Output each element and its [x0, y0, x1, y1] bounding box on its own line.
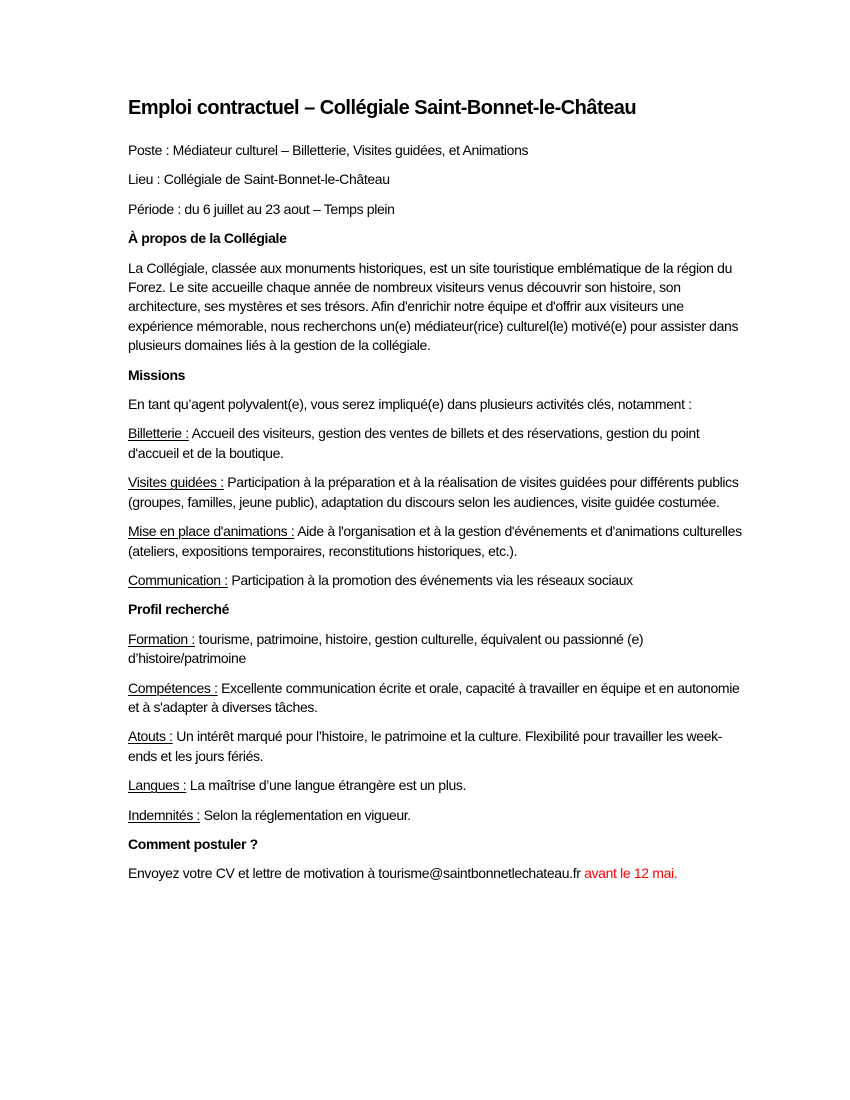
- section-heading-profil: Profil recherché: [128, 601, 229, 618]
- section-heading-postuler: Comment postuler ?: [128, 835, 258, 852]
- mission-item-communication: [128, 571, 745, 590]
- poste-line: Poste : Médiateur culturel – Billetterie, Visites guidées, et Animations: [128, 142, 529, 158]
- profil-item-atouts: [128, 727, 745, 766]
- profil-item-langues: [128, 776, 745, 795]
- document-content: [128, 95, 745, 884]
- section-heading-about: À propos de la Collégiale: [128, 230, 287, 247]
- apply-text: Envoyez votre CV et lettre de motivation à tourisme@saintbonnetlechateau.fr: [128, 865, 585, 882]
- profil-item-competences: [128, 679, 745, 718]
- about-paragraph: La Collégiale, classée aux monuments historiques, est un site touristique emblématique de la région du Forez. Le site accueille chaque année de nombreux visiteurs venus découvrir son histoire, son architecture, ses mystères et ses trésors. Afin d'enrichir notre équipe et d'offrir aux visiteurs une expérience mémorable, nous recherchons un(e) médiateur(rice) culturel(le) motivé(e) pour assister dans plusieurs domaines liés à la gestion de la collégiale.: [128, 259, 739, 354]
- profil-label-formation: Formation :: [128, 630, 195, 647]
- mission-item-billetterie: [128, 424, 745, 463]
- profil-item-formation: [128, 630, 745, 669]
- document-title: Emploi contractuel – Collégiale Saint-Bonnet-le-Château: [128, 97, 637, 119]
- mission-label-billetterie: Billetterie :: [128, 425, 189, 442]
- profil-text-competences: Excellente communication écrite et orale, capacité à travailler en équipe et en autonomie et à s'adapter à diverses tâches.: [128, 679, 740, 715]
- deadline-text: avant le 12 mai.: [584, 865, 678, 882]
- mission-label-visites-guidees: Visites guidées :: [128, 474, 224, 491]
- profil-text-langues: La maîtrise d’une langue étrangère est un plus.: [186, 777, 467, 794]
- profil-text-indemnites: Selon la réglementation en vigueur.: [200, 806, 411, 823]
- profil-item-indemnites: [128, 806, 745, 825]
- mission-text-billetterie: Accueil des visiteurs, gestion des ventes de billets et des réservations, gestion du point d'accueil et de la boutique.: [128, 425, 700, 461]
- profil-label-atouts: Atouts :: [128, 728, 173, 745]
- mission-label-communication: Communication :: [128, 571, 228, 588]
- mission-text-animations: Aide à l'organisation et à la gestion d'événements et d'animations culturelles (ateliers, expositions temporaires, reconstitutions historiques, etc.).: [128, 523, 742, 559]
- apply-paragraph: [128, 864, 745, 883]
- periode-line: Période : du 6 juillet au 23 aout – Temps plein: [128, 200, 395, 217]
- profil-text-formation: tourisme, patrimoine, histoire, gestion culturelle, équivalent ou passionné (e) d’histoire/patrimoine: [128, 630, 644, 667]
- mission-text-communication: Participation à la promotion des événements via les réseaux sociaux: [227, 571, 633, 588]
- profil-label-langues: Langues :: [128, 777, 187, 794]
- mission-item-visites-guidees: [128, 473, 745, 512]
- profil-text-atouts: Un intérêt marqué pour l’histoire, le patrimoine et la culture. Flexibilité pour travailler les week-ends et les jours fériés.: [128, 728, 723, 764]
- profil-label-indemnites: Indemnités :: [128, 806, 201, 823]
- section-heading-missions: Missions: [128, 366, 186, 383]
- lieu-line: Lieu : Collégiale de Saint-Bonnet-le-Château: [128, 171, 390, 188]
- missions-lead: En tant qu’agent polyvalent(e), vous serez impliqué(e) dans plusieurs activités clés, notamment :: [128, 396, 692, 413]
- profil-label-competences: Compétences :: [128, 679, 218, 696]
- mission-text-visites-guidees: Participation à la préparation et à la réalisation de visites guidées pour différents publics (groupes, familles, jeune public), adaptation du discours selon les audiences, visite guidée costumée.: [128, 474, 739, 510]
- mission-label-animations: Mise en place d'animations :: [128, 523, 295, 540]
- mission-item-animations: [128, 522, 745, 561]
